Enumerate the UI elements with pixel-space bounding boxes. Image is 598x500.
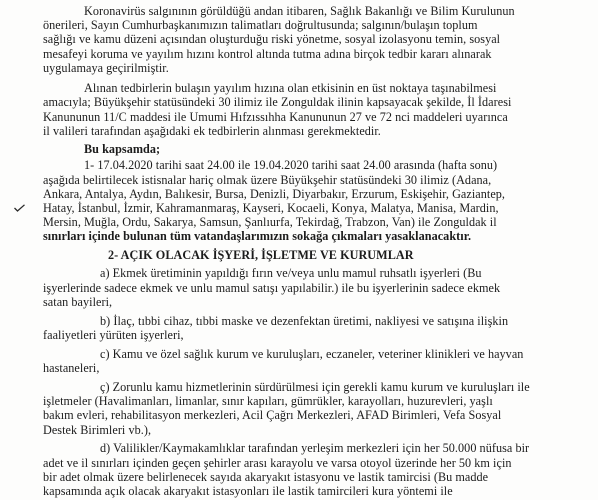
item-c-cedilla-line-3: bakım evleri, rehabilitasyon merkezleri, Acil Çağrı Merkezleri, AFAD Birimleri, Vefa Sosyal [43, 408, 502, 423]
item-b-line-1: b) İlaç, tıbbi cihaz, tıbbi maske ve dezenfektan üretimi, nakliyesi ve satışına ilişkin [100, 313, 509, 328]
item-1-line-4: Hatay, İstanbul, İzmir, Kahramanmaraş, Kayseri, Kocaeli, Konya, Malatya, Manisa, Mardin, [43, 201, 499, 215]
paragraph-1-line-4: mesafeyi koruma ve yayılım hızını kontrol altında tutma adına birçok tedbir kararı alınarak [43, 46, 492, 61]
section-heading-acik-olacak: 2- AÇIK OLACAK İŞYERİ, İŞLETME VE KURUMLAR [108, 247, 414, 262]
item-1-line-5: Mersin, Muğla, Ordu, Sakarya, Samsun, Şanlıurfa, Tekirdağ, Trabzon, Van) ile Zonguldak il [43, 215, 497, 230]
item-d-line-4: kapsamında açık olacak akaryakıt istasyonları ile lastik tamircileri kura yöntemi ile [43, 484, 453, 498]
item-a-line-1: a) Ekmek üretiminin yapıldığı fırın ve/veya unlu mamul ruhsatlı işyerleri (Bu [100, 266, 482, 281]
item-d-line-2: adet ve il sınırları içinden geçen şehirler arası karayolu ve varsa otoyol üzerinde her 50 km için [43, 455, 512, 470]
paragraph-2-line-4: il valileri tarafından aşağıdaki ek tedbirlerin alınması gerekmektedir. [43, 123, 381, 138]
checkmark-icon [14, 204, 25, 212]
section-heading-bu-kapsamda: Bu kapsamda; [84, 141, 161, 156]
item-1-line-1: 1- 17.04.2020 tarihi saat 24.00 ile 19.04.2020 tarihi saat 24.00 arasında (hafta sonu) [84, 158, 498, 173]
item-b-line-2: faaliyetleri yürüten işyerleri, [43, 327, 184, 342]
item-1-line-6: sınırları içinde bulunan tüm vatandaşlarımızın sokağa çıkmaları yasaklanacaktır. [43, 229, 472, 244]
item-1-line-2: aşağıda belirtilecek istisnalar hariç olmak üzere Büyükşehir statüsündeki 30 ilimiz (Adana, [43, 172, 492, 187]
paragraph-1-line-3: sağlığı ve kamu düzeni açısından oluşturduğu riski yönetme, sosyal izolasyonu temin, sosyal [43, 32, 501, 47]
item-1-line-3: Ankara, Antalya, Aydın, Balıkesir, Bursa, Denizli, Diyarbakır, Erzurum, Eskişehir, Gaziantep, [43, 186, 506, 201]
item-d-line-1: d) Valilikler/Kaymakamlıklar tarafından yerleşim merkezleri için her 50.000 nüfusa bir [100, 441, 530, 456]
paragraph-1-line-2: önerileri, Sayın Cumhurbaşkanımızın talimatları doğrultusunda; salgının/bulaşın toplum [43, 18, 478, 33]
item-c-cedilla-line-4: Destek Birimleri vb.), [43, 422, 152, 437]
item-d-line-3: bir adet olmak üzere belirlenecek sayıda akaryakıt istasyonu ve lastik tamircisi (Bu madde [43, 469, 489, 484]
item-c-line-1: c) Kamu ve özel sağlık kurum ve kuruluşları, eczaneler, veteriner klinikleri ve hayvan [100, 346, 524, 361]
paragraph-2-line-2: amacıyla; Büyükşehir statüsündeki 30 ilimiz ile Zonguldak ilinin kapsayacak şekilde, İl İdaresi [43, 95, 512, 110]
item-a-line-3: satan bayileri, [43, 294, 113, 309]
paragraph-2-line-1: Alınan tedbirlerin bulaşın yayılım hızına olan etkisinin en üst noktaya taşınabilmesi [84, 81, 497, 96]
item-a-line-2: işyerlerinde sadece ekmek ve unlu mamul satışı yapılabilir.) ile bu işyerlerinin sadece ekmek [43, 280, 501, 295]
paragraph-1-line-5: uygulamaya geçirilmiştir. [43, 60, 169, 75]
item-c-cedilla-line-1: ç) Zorunlu kamu hizmetlerinin sürdürülmesi için gerekli kamu kurum ve kuruluşları ile [100, 379, 530, 394]
paragraph-1-line-1: Koronavirüs salgınının görüldüğü andan itibaren, Sağlık Bakanlığı ve Bilim Kurulunun [84, 3, 515, 18]
item-c-cedilla-line-2: işletmeler (Havalimanları, limanlar, sınır kapıları, gümrükler, karayolları, huzurevleri, yaşlı [43, 394, 493, 409]
item-c-line-2: hastaneleri, [43, 361, 100, 375]
paragraph-2-line-3: Kanununun 11/C maddesi ile Umumi Hıfzıssıhha Kanununun 27 ve 72 nci maddeleri uyarınca [43, 109, 508, 124]
